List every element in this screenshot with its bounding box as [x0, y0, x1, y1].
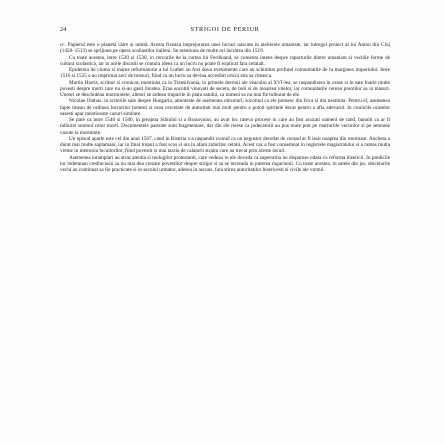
body-text	[60, 42, 390, 427]
paragraph-2: Cu toate acestea, intre 1520 si 1530, in cercurile de la curtea lui Ferdinand, se comenta intens despre raporturile dintre umanism si vechile forme de cultura scolastica, iar in acele discutii se contura ideea ca un lucru nu poate fi explicat fara celalalt.	[60, 54, 390, 67]
page-number: 24	[60, 26, 67, 33]
running-title: STRIGOI DE PERIUR	[190, 26, 260, 33]
paragraph-4: Martin Harris, scriitor si cronicar, mentiona ca in Transilvania, in primele decenii ale veacului al XVI-lea, se raspandisera in orase si in sate foarte multe povesti despre morti care nu si-au gasit linistea. Erau socotiti vinovati de seceta, de boli si de moartea vitelor, iar comunitatile cereau preotilor sa ia masuri. Uneori se deschideau mormintele, alteori se ardeau trupurile in piata satului, ca nimeni sa nu mai fie tulburat de ele.	[60, 79, 390, 98]
paragraph-8: Asemenea intamplari au atras atentia si teologilor protestanti, care vedeau in ele dovada ca superstitia nu disparuse odata cu reforma bisericii. In predicile lor indemnau credinciosii sa nu mai dea crezare povestilor despre strigoi si sa se increada in puterea rugaciunii. Cu toate acestea, in satele din jur, obiceiurile vechi au continuat sa fie practicate si in secolul urmator, adesea in ascuns, fara stirea autoritatilor bisericesti si civile ale vremii.	[60, 154, 390, 173]
paragraph-7: Un episod aparte este cel din anul 1567, cand in Bistrita s-a raspandit zvonul ca un negustor decedat de curand ar fi iesit noaptea din mormant. Ancheta a durat mai multe saptamani, iar in final trupul a fost scos si ars in afara zidurilor cetatii. Acest caz a fost consemnat in registrele magistratului si a ramas multa vreme in memoria locuitorilor, fiind povestit si mai tarziu de calatorii straini care au trecut prin aceste locuri.	[60, 135, 390, 155]
page-header	[60, 25, 390, 35]
paragraph-3: Epidemia de ciuma si marea reformatorie a lui Luther au fost doua evenimente care au schimbat profund comunitatile de la marginea imperiului. Intre 1516 si 1525 s-au imprimat zeci de brosuri, fiind ca un lucru sa devina accesibil oricui stia sa citeasca.	[60, 67, 390, 80]
paragraph-6: Se pare ca intre 1540 si 1560, in preajma Sibiului si a Brasovului, au avut loc cateva procese in care au fost acuzati oameni de rand, banuiti ca ar fi tulburat somnul celor morti. Documentele pastrate sunt fragmentare, dar din ele reiese ca judecatorii au pus mare pret pe marturiile vecinilor si pe semnele vazute la morminte.	[60, 117, 390, 136]
paragraph-5: Nicolae Olahus, in scrierile sale despre Hungaria, aminteste de asemenea obiceiuri, socotind ca ele pornesc din frica si din nestiinta. Pentru el, asemenea fapte tineau de ordinea lucrurilor lumesti si erau cercetate de autoritati mai mult pentru a potoli spiritele decat pentru a afla adevarul. In cronicile oraselor sasesti apar mentionate cazuri similare.	[60, 98, 390, 117]
paragraph-1: cc. Papierul este o planetă către și umită. Acesta fixeaza imprejurarea unei lucrari nascute in atelierele umaniste, iar intregul proiect al lui Anton din Cluj (1458–1513) se sprijinea pe opera scoliastilor italieni. Se mentiona de multe ori lucrarea din 1519.	[60, 42, 390, 55]
